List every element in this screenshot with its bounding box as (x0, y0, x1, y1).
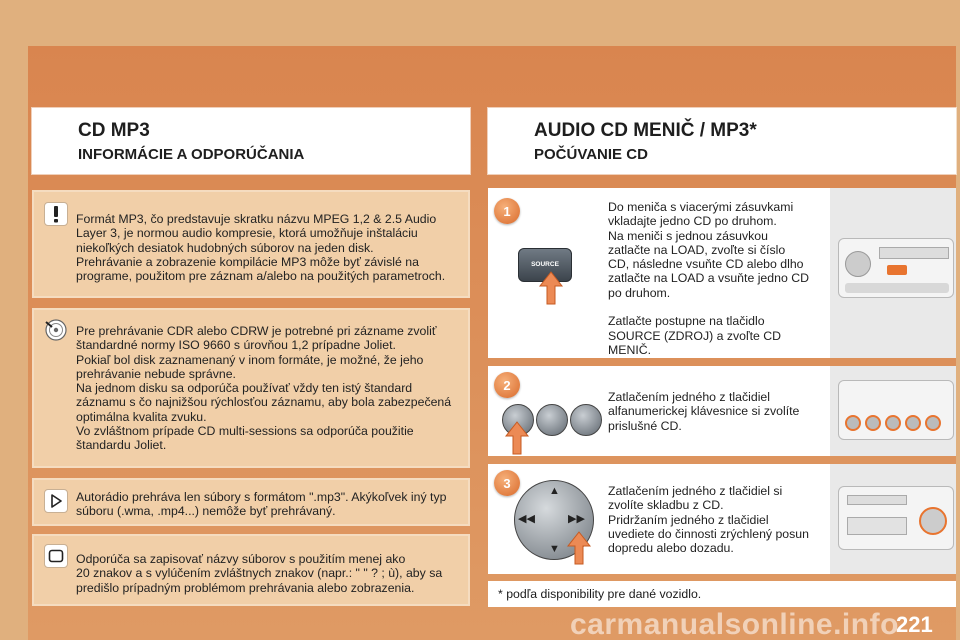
left-heading-subtitle: INFORMÁCIE A ODPORÚČANIA (78, 146, 305, 163)
info-panel-file-names (32, 534, 470, 606)
info-text-mp3-format: Formát MP3, čo predstavuje skratku názvu MPEG 1,2 & 2.5 Audio Layer 3, je normou audio kompresie, ktorá umožňuje inštaláciu niekoľkých desiatok hudobných súborov na jeden disk. Prehrávanie a zobrazenie kompilácie MP3 môže byť závislé na programe, použitom pre záznam a/alebo na použitých parametroch. (76, 212, 446, 284)
footnote-text: * podľa disponibility pre dané vozidlo. (498, 587, 702, 601)
preset-button-2[interactable] (536, 404, 568, 436)
right-heading-subtitle: POČÚVANIE CD (534, 146, 648, 163)
step-text-1: Do meniča s viacerými zásuvkami vkladajte jedno CD po druhom. Na meniči s jednou zásuvkou zatlačte na LOAD, zvoľte si číslo CD, následne vsuňte CD alebo dlho zatlačte na LOAD a vsuňte jedno CD po druhom. Zatlačte postupne na tlačidlo SOURCE (ZDROJ) a zvoľte CD MENIČ. (608, 200, 809, 357)
play-icon (44, 489, 68, 513)
info-panel-mp3-format (32, 190, 470, 298)
press-arrow-icon (566, 530, 592, 566)
preset-keys-illustration (838, 380, 954, 440)
down-arrow-icon[interactable]: ▼ (549, 543, 560, 555)
radio-image-1 (830, 188, 956, 358)
source-button-label: SOURCE (531, 261, 559, 268)
info-text-file-names: Odporúča sa zapisovať názvy súborov s použitím menej ako 20 znakov a s vylúčením zvláštnych znakov (napr.: " " ? ; ù), aby sa predišlo prípadným problémom prehrávania alebo zobrazenia. (76, 552, 443, 595)
warning-icon (44, 202, 68, 226)
info-text-file-types: Autorádio prehráva len súbory s formátom ".mp3". Akýkoľvek iný typ súboru (.wma, .mp4...) nemôže byť prehrávaný. (76, 490, 447, 519)
watermark: carmanualsonline.info (570, 608, 899, 640)
step-text-2: Zatlačením jedného z tlačidiel alfanumerickej klávesnice si zvolíte prislušné CD. (608, 390, 800, 433)
step-text-3: Zatlačením jedného z tlačidiel si zvolíte skladbu z CD. Pridržaním jedného z tlačidiel uvediete do činnosti zrýchlený posun dopredu alebo dozadu. (608, 484, 809, 556)
left-heading (32, 108, 470, 174)
left-heading-title: CD MP3 (78, 120, 150, 141)
preset-button-3[interactable] (570, 404, 602, 436)
radio-unit-illustration (838, 238, 954, 298)
step-number-3: 3 (494, 470, 520, 496)
previous-track-icon[interactable]: ◀◀ (518, 513, 535, 525)
step-panel-1 (488, 188, 956, 358)
up-arrow-icon[interactable]: ▲ (549, 485, 560, 497)
step-number-2: 2 (494, 372, 520, 398)
step-panel-2 (488, 366, 956, 456)
page-number: 221 (896, 612, 933, 637)
navigation-keys-illustration (838, 486, 954, 550)
disc-icon (44, 318, 68, 342)
press-arrow-icon (504, 420, 530, 456)
info-panel-cdr (32, 308, 470, 468)
press-arrow-icon (538, 270, 564, 306)
info-panel-file-types (32, 478, 470, 526)
radio-image-3 (830, 464, 956, 574)
step-panel-3 (488, 464, 956, 574)
footnote (488, 581, 956, 607)
next-track-icon[interactable]: ▶▶ (568, 513, 585, 525)
right-heading-title: AUDIO CD MENIČ / MP3* (534, 120, 757, 141)
right-heading (488, 108, 956, 174)
radio-image-2 (830, 366, 956, 456)
info-text-cdr: Pre prehrávanie CDR alebo CDRW je potrebné pri zázname zvoliť štandardné normy ISO 9660 s úrovňou 1,2 prípadne Joliet. Pokiaľ bol disk zaznamenaný v inom formáte, je možné, že jeho prehrávanie nebude správne. Na jednom disku sa odporúča používať vždy ten istý štandard záznamu s čo najnižšou rýchlosťou záznamu, aby bola zabezpečená optimálna kvalita zvuku. Vo zvláštnom prípade CD multi-sessions sa odporúča použitie štandardu Joliet. (76, 324, 452, 453)
step-number-1: 1 (494, 198, 520, 224)
note-icon (44, 544, 68, 568)
